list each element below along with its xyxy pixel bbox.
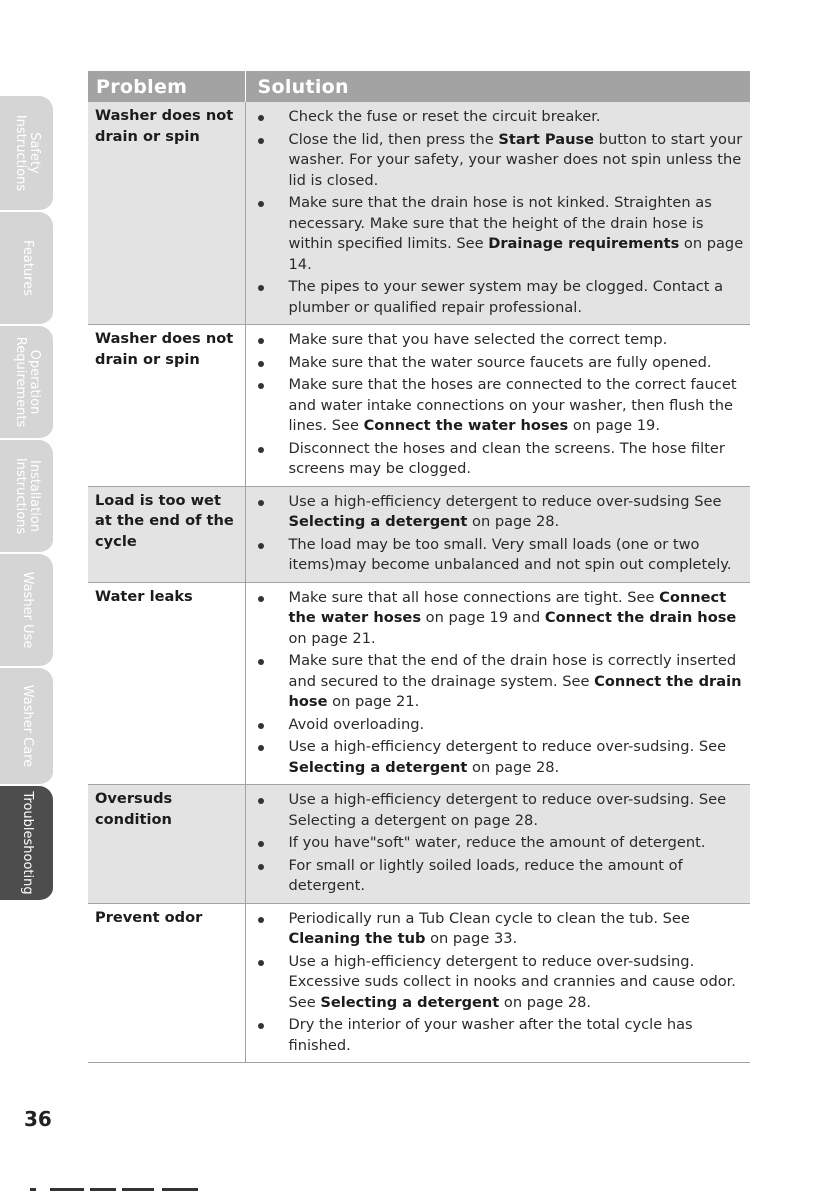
reference-text: Connect the water hoses [363,417,569,434]
side-tab-label-line: Troubleshooting [19,791,35,895]
solution-cell [245,582,750,785]
problem-cell: Load is too wet at the end of the cycle [88,486,245,582]
reference-text: Start Pause [498,130,595,148]
list-item [246,952,745,1014]
solution-list [246,107,745,318]
solution-list [246,790,745,897]
solution-column-header: Solution [245,71,750,102]
solution-text: on page 33. [425,930,518,947]
solution-text: on page 21. [288,629,376,647]
page-number: 36 [24,1107,52,1131]
list-item [246,737,745,778]
list-item [246,833,745,854]
solution-cell [245,325,750,487]
side-tab-washer-care[interactable] [0,668,53,786]
solution-text: on page 28. [499,993,592,1011]
list-item [246,909,745,950]
solution-text: Make sure that you have selected the correct temp. [288,331,668,348]
reference-text: Selecting a detergent [320,993,500,1011]
solution-text: For small or lightly soiled loads, reduce the amount of detergent. [288,856,683,894]
side-tab-label [20,685,34,768]
list-item [246,107,745,128]
side-tab-operation-requirements[interactable] [0,326,53,440]
reference-text: Connect the drain hose [544,609,737,626]
side-tab-label-line: Safety [26,132,42,174]
solution-text: Use a high-efficiency detergent to reduce over-sudsing. Excessive suds collect in nooks and crannies and cause odor. See [288,952,736,1011]
solution-text: Close the lid, then press the [288,130,499,148]
solution-text: on page 14. [288,235,744,273]
list-item [246,130,745,192]
side-tab-label [13,115,41,191]
solution-text: on page 28. [467,758,560,776]
solution-list [246,330,745,480]
list-item [246,1015,745,1056]
solution-list [246,492,745,576]
problem-cell: Washer does not drain or spin [88,325,245,487]
list-item [246,375,745,437]
list-item [246,353,745,374]
side-tab-label [20,240,34,296]
side-tab-installation-instructions[interactable] [0,440,53,554]
troubleshooting-table [88,71,750,1063]
problem-cell: Washer does not drain or spin [88,102,245,325]
solution-text: Periodically run a Tub Clean cycle to clean the tub. See [288,909,690,927]
reference-text: Selecting a detergent [288,513,468,530]
solution-text: on page 19. [568,417,660,434]
solution-text: Make sure that the end of the drain hose is correctly inserted and secured to the drainage system. See [288,652,737,690]
table-row [88,903,750,1063]
side-tab-label-line: Washer Care [19,684,35,768]
solution-text: Disconnect the hoses and clean the screens. The hose filter screens may be clogged. [288,439,725,477]
side-tab-label-line: Operation [26,349,42,415]
side-tab-label-line: Requirements [12,336,28,428]
list-item [246,535,745,576]
solution-list [246,909,745,1057]
table-row [88,325,750,487]
table-header-row [88,71,750,102]
side-tab-label-line: Washer Use [19,571,35,649]
solution-text: Dry the interior of your washer after the total cycle has finished. [288,1016,693,1054]
solution-text: The load may be too small. Very small loads (one or two items)may become unbalanced and not spin out completely. [288,535,732,573]
list-item [246,715,745,736]
reference-text: Selecting a detergent [288,758,468,776]
side-tab-label-line: Instructions [12,457,28,535]
solution-text: Check the fuse or reset the circuit breaker. [288,108,601,125]
solution-text: on page 19 and [421,609,545,626]
reference-text: Connect the drain hose [288,672,742,710]
problem-cell: Water leaks [88,582,245,785]
solution-text: on page 28. [467,513,560,530]
solution-text: Make sure that all hose connections are tight. See [288,588,660,606]
side-tab-label [13,337,41,427]
side-tab-label [13,458,41,534]
reference-text: Cleaning the tub [288,930,426,947]
solution-text: on page 21. [327,693,420,710]
solution-text: Make sure that the water source faucets are fully opened. [288,353,712,371]
solution-text: Use a high-efficiency detergent to reduce over-sudsing See [288,492,722,510]
side-tab-troubleshooting[interactable] [0,786,53,902]
side-tab-safety-instructions[interactable] [0,96,53,212]
reference-text: Drainage requirements [488,235,680,252]
side-tab-label [20,791,34,894]
table-row [88,582,750,785]
list-item [246,588,745,650]
table-row [88,102,750,325]
problem-cell: Prevent odor [88,903,245,1063]
problem-column-header: Problem [88,71,245,102]
reference-text: Connect the water hoses [288,588,727,626]
solution-text: button to start your washer. For your safety, your washer does not spin unless the lid is closed. [288,130,743,189]
side-tab-label-line: Installation [26,459,42,533]
solution-text: Avoid overloading. [288,715,425,733]
list-item [246,193,745,275]
solution-text: If you have"soft" water, reduce the amount of detergent. [288,834,706,851]
solution-text: Use a high-efficiency detergent to reduce over-sudsing. See Selecting a detergent on page 28. [288,791,727,829]
solution-text: The pipes to your sewer system may be clogged. Contact a plumber or qualified repair professional. [288,278,724,316]
side-tab-washer-use[interactable] [0,554,53,668]
problem-cell: Oversuds condition [88,785,245,904]
side-tab-label-line: Features [19,240,35,296]
side-tab-label-line: Instructions [12,114,28,192]
list-item [246,492,745,533]
table-row [88,785,750,904]
list-item [246,856,745,897]
solution-text: Make sure that the drain hose is not kinked. Straighten as necessary. Make sure that the height of the drain hose is within specified limits. See [288,194,712,252]
side-tab-features[interactable] [0,212,53,326]
list-item [246,439,745,480]
solution-cell [245,486,750,582]
solution-cell [245,102,750,325]
solution-text: Use a high-efficiency detergent to reduce over-sudsing. See [288,738,727,755]
solution-cell [245,903,750,1063]
list-item [246,790,745,831]
table-row [88,486,750,582]
list-item [246,330,745,351]
list-item [246,651,745,713]
list-item [246,277,745,318]
solution-text: Make sure that the hoses are connected to the correct faucet and water intake connections on your washer, then flush the lines. See [288,376,737,434]
solution-list [246,588,745,779]
solution-cell [245,785,750,904]
side-tab-label [20,572,34,649]
